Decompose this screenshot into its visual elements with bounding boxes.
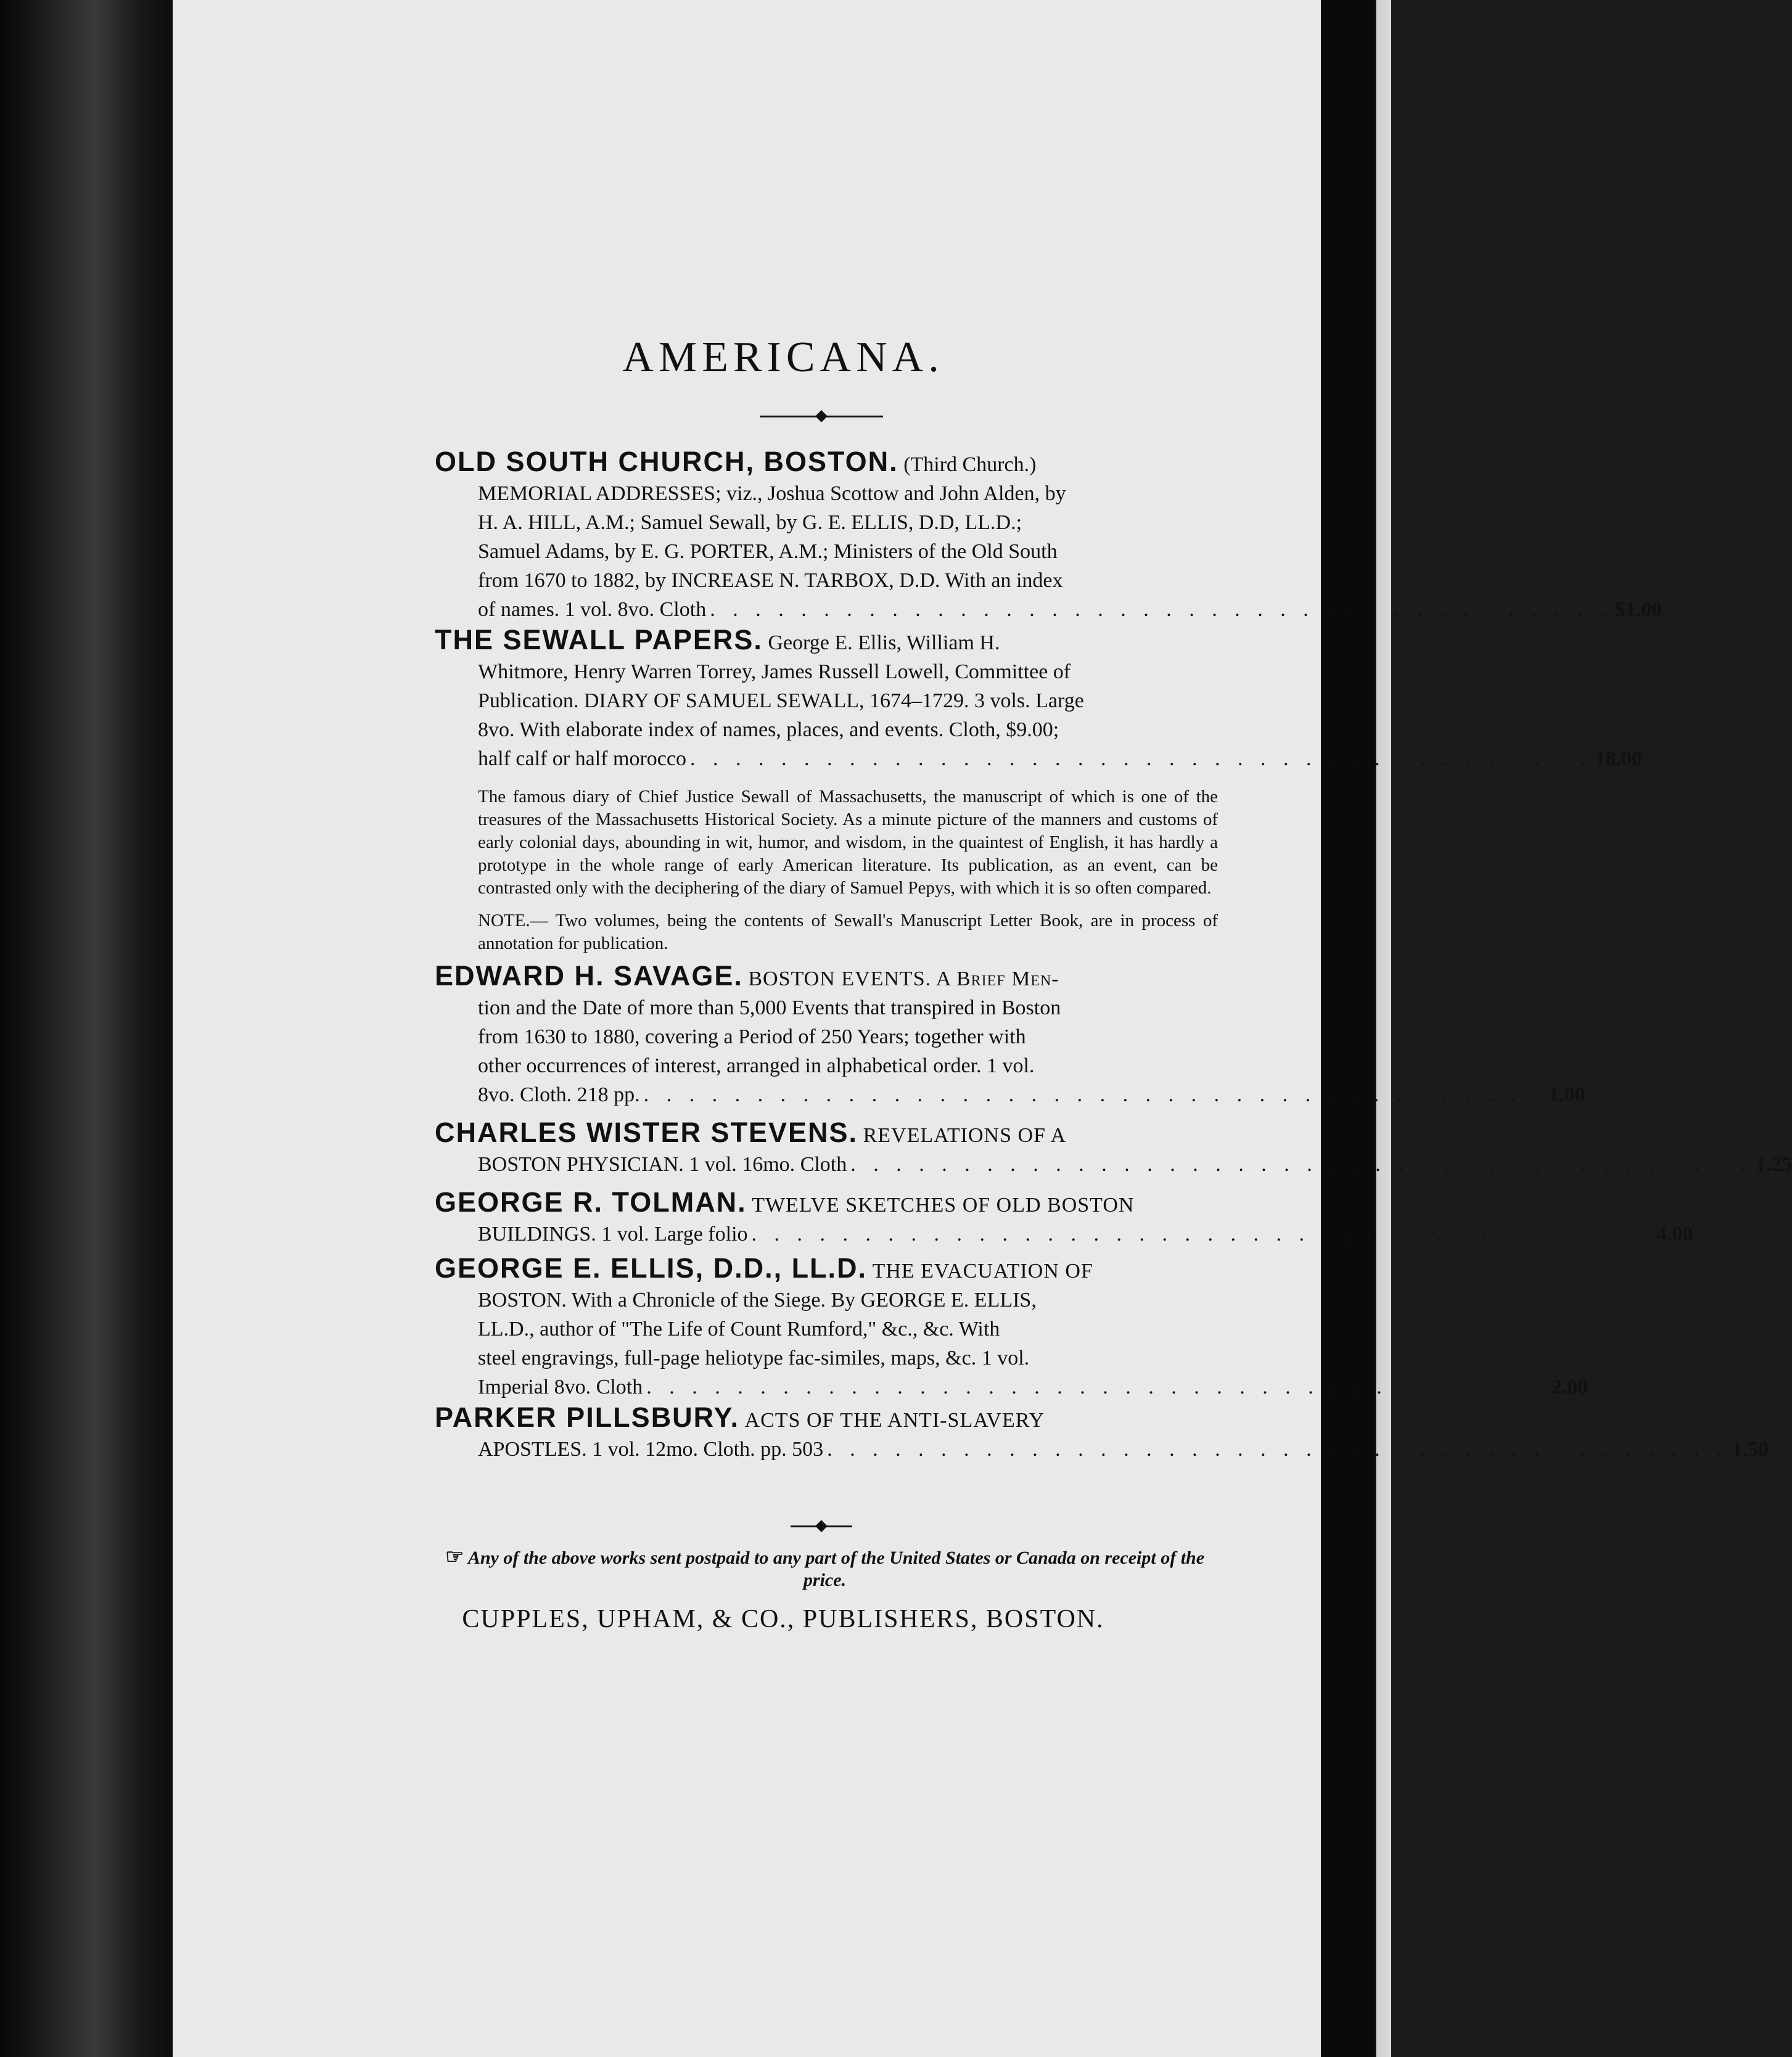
entry-price-line (435, 1150, 1792, 1179)
entry-price-line (435, 1435, 1769, 1464)
entry-line: steel engravings, full-page heliotype fac-similes, maps, &c. 1 vol. (478, 1347, 1030, 1369)
dot-leader: . . . . . . . . . . . . . . . . . . . . . . . . . . . . . . . . . . . . . . . . (827, 1438, 1728, 1461)
entry-line: Whitmore, Henry Warren Torrey, James Russell Lowell, Committee of (478, 660, 1071, 683)
entry-last-line: BOSTON PHYSICIAN. 1 vol. 16mo. Cloth (478, 1153, 847, 1176)
entry-last-line: Imperial 8vo. Cloth (478, 1376, 643, 1398)
next-page-edge (1321, 0, 1391, 2057)
publisher-imprint: CUPPLES, UPHAM, & CO., PUBLISHERS, BOSTON. (462, 1605, 1104, 1633)
entry-price-line (435, 1373, 1589, 1402)
entry-last-line: BUILDINGS. 1 vol. Large folio (478, 1223, 748, 1246)
dot-leader: . . . . . . . . . . . . . . . . . . . . . . . . . . . . . . . . . . . . . . . . (646, 1376, 1548, 1398)
dot-leader: . . . . . . . . . . . . . . . . . . . . . . . . . . . . . . . . . . . . . . . . (850, 1153, 1752, 1176)
entry-line: H. A. HILL, A.M.; Samuel Sewall, by G. E. ELLIS, D.D, LL.D.; (478, 511, 1022, 534)
entry-heading-suffix: BOSTON EVENTS. A Brief Men- (748, 967, 1059, 990)
entry-price: 18.00 (1595, 747, 1642, 770)
dot-leader: . . . . . . . . . . . . . . . . . . . . . . . . . . . . . . . . . . . . . . . . (751, 1223, 1653, 1246)
footer-note (432, 1546, 1218, 1591)
dot-leader: . . . . . . . . . . . . . . . . . . . . . . . . . . . . . . . . . . . . . . . . (643, 1083, 1545, 1106)
dot-leader: . . . . . . . . . . . . . . . . . . . . . . . . . . . . . . . . . . . . . . . . (710, 598, 1611, 621)
entry-price: 1.00 (1548, 1083, 1585, 1106)
entry-line: Samuel Adams, by E. G. PORTER, A.M.; Ministers of the Old South (478, 540, 1058, 563)
catalogue-entries (435, 446, 1792, 1464)
page-title: AMERICANA. (622, 334, 944, 381)
entry-price-line (435, 1080, 1585, 1109)
entry-heading: EDWARD H. SAVAGE. (435, 960, 743, 992)
entry-price: 1.50 (1732, 1438, 1769, 1461)
entry-last-line: half calf or half morocco (478, 747, 686, 770)
catalogue-entry (435, 1252, 1589, 1402)
catalogue-entry (435, 624, 1642, 955)
entry-heading-suffix: ACTS OF THE ANTI-SLAVERY (744, 1409, 1045, 1432)
entry-heading: THE SEWALL PAPERS. (435, 624, 763, 655)
entry-line: from 1630 to 1880, covering a Period of 250 Years; together with (478, 1025, 1026, 1048)
catalogue-entry (435, 446, 1663, 624)
entry-heading: PARKER PILLSBURY. (435, 1402, 740, 1433)
entry-line: from 1670 to 1882, by INCREASE N. TARBOX, D.D. With an index (478, 569, 1063, 592)
entry-heading-suffix: REVELATIONS OF A (863, 1124, 1067, 1147)
footer-note-text: Any of the above works sent postpaid to any part of the United States or Canada on receipt of the price. (467, 1548, 1205, 1590)
catalogue-entry (435, 960, 1585, 1109)
entry-heading: GEORGE R. TOLMAN. (435, 1186, 747, 1218)
entry-line: BOSTON. With a Chronicle of the Siege. By GEORGE E. ELLIS, (478, 1289, 1037, 1312)
entry-note: NOTE.— Two volumes, being the contents of Sewall's Manuscript Letter Book, are in process of annotation for publication. (478, 911, 1218, 953)
entry-heading-suffix: THE EVACUATION OF (872, 1260, 1093, 1283)
entry-price: 4.00 (1656, 1223, 1693, 1246)
entry-price-line (435, 744, 1642, 773)
entry-last-line: APOSTLES. 1 vol. 12mo. Cloth. pp. 503 (478, 1438, 824, 1461)
catalogue-entry (435, 1117, 1792, 1179)
entry-last-line: of names. 1 vol. 8vo. Cloth (478, 598, 707, 621)
book-binding-edge (0, 0, 173, 2057)
entry-heading-suffix: (Third Church.) (903, 453, 1037, 476)
entry-price: $1.00 (1614, 598, 1663, 621)
entry-heading: CHARLES WISTER STEVENS. (435, 1117, 858, 1148)
entry-heading: OLD SOUTH CHURCH, BOSTON. (435, 446, 898, 477)
entry-price-line (435, 1220, 1693, 1249)
entry-price: 2.00 (1551, 1376, 1589, 1398)
entry-heading-suffix: George E. Ellis, William H. (768, 631, 1000, 654)
entry-heading: GEORGE E. ELLIS, D.D., LL.D. (435, 1252, 868, 1284)
entry-heading-suffix: TWELVE SKETCHES OF OLD BOSTON (752, 1194, 1135, 1217)
entry-line: tion and the Date of more than 5,000 Events that transpired in Boston (478, 996, 1061, 1019)
entry-line: LL.D., author of "The Life of Count Rumford," &c., &c. With (478, 1318, 1000, 1341)
entry-last-line: 8vo. Cloth. 218 pp. (478, 1083, 640, 1106)
dot-leader: . . . . . . . . . . . . . . . . . . . . . . . . . . . . . . . . . . . . . . . . (689, 747, 1592, 770)
entry-line: Publication. DIARY OF SAMUEL SEWALL, 1674–1729. 3 vols. Large (478, 689, 1084, 712)
catalogue-entry (435, 1402, 1769, 1464)
catalogue-entry (435, 1186, 1693, 1249)
entry-line: 8vo. With elaborate index of names, places, and events. Cloth, $9.00; (478, 718, 1059, 741)
entry-price-line (435, 595, 1663, 624)
pointing-hand-icon: ☞ (445, 1546, 464, 1569)
entry-line: MEMORIAL ADDRESSES; viz., Joshua Scottow and John Alden, by (478, 482, 1066, 505)
entry-price: 1.25 (1755, 1153, 1792, 1176)
entry-line: other occurrences of interest, arranged in alphabetical order. 1 vol. (478, 1054, 1035, 1077)
entry-description: The famous diary of Chief Justice Sewall of Massachusetts, the manuscript of which is one of the treasures of the Massachusetts Historical Society. As a minute picture of the manners and customs of early colonial days, abounding in wit, humor, and wisdom, in the quaintest of English, it has hardly a prototype in the whole range of early American literature. Its publication, as an event, can be contrasted only with the deciphering of the diary of Samuel Pepys, with which it is so often compared. (478, 787, 1218, 898)
